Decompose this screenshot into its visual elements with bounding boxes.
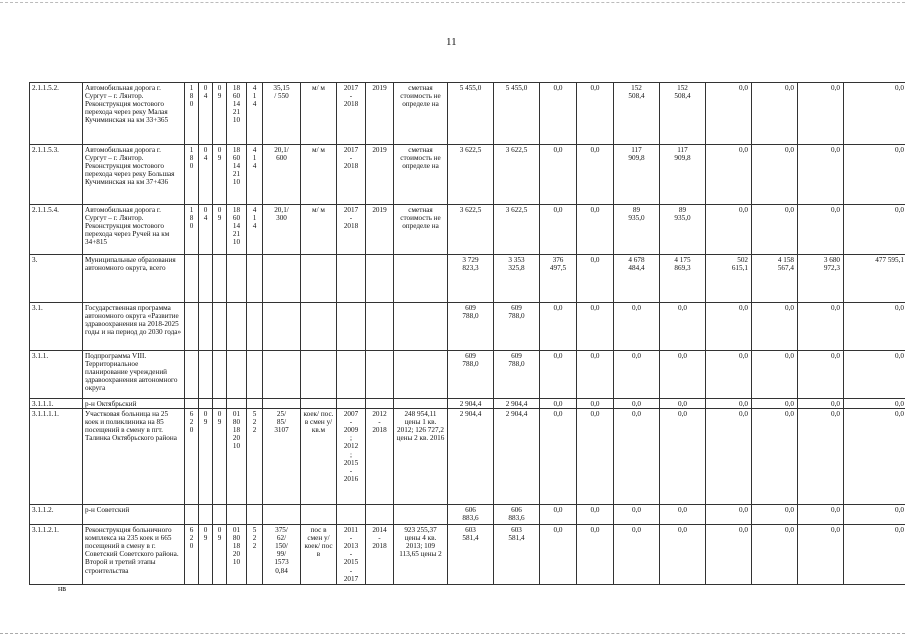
cell-unit bbox=[301, 303, 337, 351]
cell-v10: 477 595,1 bbox=[844, 255, 905, 303]
table-row bbox=[30, 145, 905, 205]
cell-v5: 117 909,8 bbox=[614, 145, 660, 205]
cell-code: 3. bbox=[30, 255, 83, 303]
cell-v6: 152 508,4 bbox=[660, 83, 706, 145]
cell-v5: 0,0 bbox=[614, 409, 660, 505]
cell-name: Реконструкция больничного комплекса на 235 коек и 665 посещений в смену в г. Советский Советского района. Второй и третий этапы строительства bbox=[83, 525, 185, 585]
cell-v9: 0,0 bbox=[798, 505, 844, 525]
cell-d3 bbox=[213, 505, 227, 525]
cell-d4 bbox=[227, 303, 247, 351]
cell-v4: 0,0 bbox=[577, 255, 614, 303]
cell-v1: 3 729 823,3 bbox=[448, 255, 494, 303]
cell-d4: 18 60 14 21 10 bbox=[227, 205, 247, 255]
cell-v6: 0,0 bbox=[660, 351, 706, 399]
cell-v7: 0,0 bbox=[706, 205, 752, 255]
cell-v4: 0,0 bbox=[577, 399, 614, 409]
scan-edge-top bbox=[0, 2, 905, 4]
cell-v2: 606 883,6 bbox=[494, 505, 540, 525]
cell-end: 2019 bbox=[366, 205, 394, 255]
cell-v4: 0,0 bbox=[577, 145, 614, 205]
cell-v10: 0,0 bbox=[844, 351, 905, 399]
cell-v4: 0,0 bbox=[577, 83, 614, 145]
cell-capacity: 375/ 62/ 150/ 99/ 1573 0,84 bbox=[263, 525, 301, 585]
cell-v6: 0,0 bbox=[660, 303, 706, 351]
cell-v7: 0,0 bbox=[706, 525, 752, 585]
cell-capacity: 35,15 / 550 bbox=[263, 83, 301, 145]
cell-v3: 0,0 bbox=[540, 409, 577, 505]
cell-cost: сметная стоимость не определе на bbox=[394, 205, 448, 255]
cell-cost: сметная стоимость не определе на bbox=[394, 83, 448, 145]
cell-v7: 0,0 bbox=[706, 83, 752, 145]
cell-unit: м/ м bbox=[301, 205, 337, 255]
cell-v5: 152 508,4 bbox=[614, 83, 660, 145]
cell-v8: 0,0 bbox=[752, 525, 798, 585]
scan-edge-bottom bbox=[0, 633, 905, 635]
cell-v7: 0,0 bbox=[706, 351, 752, 399]
cell-v1: 3 622,5 bbox=[448, 205, 494, 255]
cell-v5: 0,0 bbox=[614, 303, 660, 351]
cell-capacity bbox=[263, 303, 301, 351]
cell-v6: 4 175 869,3 bbox=[660, 255, 706, 303]
cell-capacity bbox=[263, 399, 301, 409]
cell-v9: 0,0 bbox=[798, 409, 844, 505]
cell-d5 bbox=[247, 399, 263, 409]
cell-v10: 0,0 bbox=[844, 83, 905, 145]
cell-d1 bbox=[185, 255, 199, 303]
cell-v9: 0,0 bbox=[798, 351, 844, 399]
cell-v6: 0,0 bbox=[660, 409, 706, 505]
cell-d1: 1 8 0 bbox=[185, 145, 199, 205]
cell-d3 bbox=[213, 303, 227, 351]
cell-v3: 376 497,5 bbox=[540, 255, 577, 303]
cell-d5: 4 1 4 bbox=[247, 145, 263, 205]
cell-d1: 6 2 0 bbox=[185, 525, 199, 585]
cell-d5 bbox=[247, 303, 263, 351]
cell-v7: 0,0 bbox=[706, 409, 752, 505]
page-number: 11 bbox=[446, 36, 457, 48]
cell-v2: 609 788,0 bbox=[494, 303, 540, 351]
cell-v1: 2 904,4 bbox=[448, 409, 494, 505]
cell-v9: 0,0 bbox=[798, 145, 844, 205]
table-row bbox=[30, 205, 905, 255]
cell-name: Подпрограмма VIII. Территориальное планирование учреждений здравоохранения автономного округа bbox=[83, 351, 185, 399]
cell-v3: 0,0 bbox=[540, 505, 577, 525]
cell-unit bbox=[301, 505, 337, 525]
cell-v3: 0,0 bbox=[540, 525, 577, 585]
cell-start bbox=[337, 505, 366, 525]
cell-start: 2017 - 2018 bbox=[337, 83, 366, 145]
cell-v2: 603 581,4 bbox=[494, 525, 540, 585]
cell-v1: 3 622,5 bbox=[448, 145, 494, 205]
cell-d1: 1 8 0 bbox=[185, 83, 199, 145]
cell-v3: 0,0 bbox=[540, 83, 577, 145]
cell-v3: 0,0 bbox=[540, 205, 577, 255]
cell-code: 2.1.1.5.2. bbox=[30, 83, 83, 145]
cell-name: Государственная программа автономного округа «Развитие здравоохранения на 2018-2025 годы и на период до 2030 года» bbox=[83, 303, 185, 351]
cell-end: 2019 bbox=[366, 145, 394, 205]
cell-d4 bbox=[227, 351, 247, 399]
cell-v8: 0,0 bbox=[752, 205, 798, 255]
cell-d3: 0 9 bbox=[213, 525, 227, 585]
cell-v1: 2 904,4 bbox=[448, 399, 494, 409]
cell-v2: 609 788,0 bbox=[494, 351, 540, 399]
cell-v7: 0,0 bbox=[706, 303, 752, 351]
cell-v7: 0,0 bbox=[706, 145, 752, 205]
cell-v10: 0,0 bbox=[844, 205, 905, 255]
cell-v8: 0,0 bbox=[752, 303, 798, 351]
cell-v1: 5 455,0 bbox=[448, 83, 494, 145]
table-row bbox=[30, 255, 905, 303]
cell-name: Автомобильная дорога г. Сургут – г. Лянтор. Реконструкция мостового перехода через реку Малая Кучиминская на км 33+365 bbox=[83, 83, 185, 145]
cell-start bbox=[337, 255, 366, 303]
cell-d3 bbox=[213, 351, 227, 399]
cell-d1 bbox=[185, 505, 199, 525]
cell-d2: 0 9 bbox=[199, 409, 213, 505]
cell-cost bbox=[394, 505, 448, 525]
cell-end: 2012 - 2018 bbox=[366, 409, 394, 505]
cell-v9: 0,0 bbox=[798, 303, 844, 351]
cell-d4 bbox=[227, 505, 247, 525]
cell-v8: 0,0 bbox=[752, 83, 798, 145]
investment-table bbox=[29, 82, 905, 585]
cell-d3 bbox=[213, 255, 227, 303]
cell-unit bbox=[301, 399, 337, 409]
cell-v8: 0,0 bbox=[752, 505, 798, 525]
cell-v5: 4 678 484,4 bbox=[614, 255, 660, 303]
cell-unit: коек/ пос. в смен у/ кв.м bbox=[301, 409, 337, 505]
cell-v10: 0,0 bbox=[844, 303, 905, 351]
cell-d1: 6 2 0 bbox=[185, 409, 199, 505]
cell-v6: 117 909,8 bbox=[660, 145, 706, 205]
cell-d2: 0 4 bbox=[199, 145, 213, 205]
cell-name: р-н Советский bbox=[83, 505, 185, 525]
cell-d1 bbox=[185, 303, 199, 351]
cell-v1: 606 883,6 bbox=[448, 505, 494, 525]
cell-unit bbox=[301, 351, 337, 399]
cell-capacity: 20,1/ 300 bbox=[263, 205, 301, 255]
cell-end: 2014 - 2018 bbox=[366, 525, 394, 585]
cell-v7: 0,0 bbox=[706, 505, 752, 525]
cell-name: Участковая больница на 25 коек и поликлиника на 85 посещений в смену в пгт. Талинка Октябрьского района bbox=[83, 409, 185, 505]
cell-cost bbox=[394, 399, 448, 409]
table-row bbox=[30, 83, 905, 145]
cell-end: 2019 bbox=[366, 83, 394, 145]
cell-v6: 0,0 bbox=[660, 525, 706, 585]
cell-code: 3.1.1. bbox=[30, 351, 83, 399]
cell-cost: 923 255,37 цены 4 кв. 2013; 109 113,65 цены 2 bbox=[394, 525, 448, 585]
cell-d4: 01 80 18 20 10 bbox=[227, 409, 247, 505]
table-row bbox=[30, 303, 905, 351]
cell-v3: 0,0 bbox=[540, 145, 577, 205]
cell-code: 2.1.1.5.3. bbox=[30, 145, 83, 205]
cell-name: Автомобильная дорога г. Сургут – г. Лянтор. Реконструкция мостового перехода через Ручей на км 34+815 bbox=[83, 205, 185, 255]
cell-v4: 0,0 bbox=[577, 505, 614, 525]
cell-unit: пос в смен у/ коек/ пос в bbox=[301, 525, 337, 585]
cell-d3: 0 9 bbox=[213, 409, 227, 505]
cell-start: 2007 - 2009 ; 2012 ; 2015 - 2016 bbox=[337, 409, 366, 505]
cell-d2 bbox=[199, 505, 213, 525]
cell-d2 bbox=[199, 351, 213, 399]
cell-d5 bbox=[247, 255, 263, 303]
cell-d2: 0 9 bbox=[199, 525, 213, 585]
cell-d4: 18 60 14 21 10 bbox=[227, 145, 247, 205]
cell-unit: м/ м bbox=[301, 145, 337, 205]
cell-code: 3.1. bbox=[30, 303, 83, 351]
cell-d5 bbox=[247, 351, 263, 399]
cell-v4: 0,0 bbox=[577, 409, 614, 505]
cell-capacity bbox=[263, 505, 301, 525]
cell-end bbox=[366, 399, 394, 409]
cell-end bbox=[366, 255, 394, 303]
cell-end bbox=[366, 303, 394, 351]
cell-v4: 0,0 bbox=[577, 525, 614, 585]
cell-d4 bbox=[227, 399, 247, 409]
cell-capacity bbox=[263, 255, 301, 303]
cell-d3: 0 9 bbox=[213, 205, 227, 255]
cell-v5: 0,0 bbox=[614, 399, 660, 409]
table-row bbox=[30, 351, 905, 399]
cell-v3: 0,0 bbox=[540, 303, 577, 351]
cell-v2: 3 622,5 bbox=[494, 205, 540, 255]
cell-v2: 2 904,4 bbox=[494, 409, 540, 505]
cell-d4 bbox=[227, 255, 247, 303]
cell-capacity bbox=[263, 351, 301, 399]
cell-name: р-н Октябрьский bbox=[83, 399, 185, 409]
cell-name: Муниципальные образования автономного округа, всего bbox=[83, 255, 185, 303]
cell-start bbox=[337, 303, 366, 351]
cell-v2: 3 353 325,8 bbox=[494, 255, 540, 303]
cell-v7: 502 615,1 bbox=[706, 255, 752, 303]
cell-code: 2.1.1.5.4. bbox=[30, 205, 83, 255]
cell-v2: 2 904,4 bbox=[494, 399, 540, 409]
cell-d3 bbox=[213, 399, 227, 409]
cell-v6: 89 935,0 bbox=[660, 205, 706, 255]
footer-mark: нв bbox=[58, 584, 67, 593]
cell-start: 2017 - 2018 bbox=[337, 205, 366, 255]
cell-v1: 609 788,0 bbox=[448, 351, 494, 399]
cell-v8: 0,0 bbox=[752, 399, 798, 409]
cell-v7: 0,0 bbox=[706, 399, 752, 409]
cell-start: 2017 - 2018 bbox=[337, 145, 366, 205]
cell-v10: 0,0 bbox=[844, 525, 905, 585]
cell-v8: 4 158 567,4 bbox=[752, 255, 798, 303]
cell-code: 3.1.1.2.1. bbox=[30, 525, 83, 585]
cell-d4: 18 60 14 21 10 bbox=[227, 83, 247, 145]
cell-d5 bbox=[247, 505, 263, 525]
cell-code: 3.1.1.1. bbox=[30, 399, 83, 409]
cell-v3: 0,0 bbox=[540, 399, 577, 409]
cell-v9: 0,0 bbox=[798, 399, 844, 409]
cell-v1: 609 788,0 bbox=[448, 303, 494, 351]
cell-v10: 0,0 bbox=[844, 409, 905, 505]
table-row bbox=[30, 525, 905, 585]
cell-v5: 89 935,0 bbox=[614, 205, 660, 255]
cell-unit: м/ м bbox=[301, 83, 337, 145]
cell-d1 bbox=[185, 351, 199, 399]
cell-capacity: 25/ 85/ 3107 bbox=[263, 409, 301, 505]
table-row bbox=[30, 399, 905, 409]
cell-v10: 0,0 bbox=[844, 399, 905, 409]
cell-v4: 0,0 bbox=[577, 303, 614, 351]
cell-v9: 0,0 bbox=[798, 83, 844, 145]
cell-d2 bbox=[199, 255, 213, 303]
cell-v5: 0,0 bbox=[614, 351, 660, 399]
cell-v5: 0,0 bbox=[614, 525, 660, 585]
cell-v3: 0,0 bbox=[540, 351, 577, 399]
cell-d5: 4 1 4 bbox=[247, 83, 263, 145]
cell-d5: 5 2 2 bbox=[247, 525, 263, 585]
cell-d4: 01 80 18 20 10 bbox=[227, 525, 247, 585]
table-row bbox=[30, 409, 905, 505]
cell-start bbox=[337, 351, 366, 399]
cell-v4: 0,0 bbox=[577, 351, 614, 399]
cell-v6: 0,0 bbox=[660, 505, 706, 525]
cell-start: 2011 - 2013 - 2015 - 2017 bbox=[337, 525, 366, 585]
cell-d3: 0 9 bbox=[213, 145, 227, 205]
cell-start bbox=[337, 399, 366, 409]
cell-unit bbox=[301, 255, 337, 303]
cell-code: 3.1.1.1.1. bbox=[30, 409, 83, 505]
cell-v8: 0,0 bbox=[752, 145, 798, 205]
cell-v9: 3 680 972,3 bbox=[798, 255, 844, 303]
cell-v5: 0,0 bbox=[614, 505, 660, 525]
cell-v10: 0,0 bbox=[844, 505, 905, 525]
cell-v4: 0,0 bbox=[577, 205, 614, 255]
cell-cost bbox=[394, 303, 448, 351]
cell-end bbox=[366, 351, 394, 399]
cell-code: 3.1.1.2. bbox=[30, 505, 83, 525]
cell-cost: 248 954,11 цены 1 кв. 2012; 126 727,2 цены 2 кв. 2016 bbox=[394, 409, 448, 505]
cell-d2: 0 4 bbox=[199, 83, 213, 145]
cell-v2: 5 455,0 bbox=[494, 83, 540, 145]
cell-cost bbox=[394, 351, 448, 399]
cell-v9: 0,0 bbox=[798, 205, 844, 255]
cell-v9: 0,0 bbox=[798, 525, 844, 585]
cell-d2: 0 4 bbox=[199, 205, 213, 255]
cell-capacity: 20,1/ 600 bbox=[263, 145, 301, 205]
cell-v1: 603 581,4 bbox=[448, 525, 494, 585]
cell-cost bbox=[394, 255, 448, 303]
cell-end bbox=[366, 505, 394, 525]
cell-d5: 4 1 4 bbox=[247, 205, 263, 255]
cell-v10: 0,0 bbox=[844, 145, 905, 205]
cell-d3: 0 9 bbox=[213, 83, 227, 145]
cell-d2 bbox=[199, 303, 213, 351]
cell-v2: 3 622,5 bbox=[494, 145, 540, 205]
cell-v8: 0,0 bbox=[752, 409, 798, 505]
cell-cost: сметная стоимость не определе на bbox=[394, 145, 448, 205]
cell-d2 bbox=[199, 399, 213, 409]
cell-d1 bbox=[185, 399, 199, 409]
cell-v6: 0,0 bbox=[660, 399, 706, 409]
cell-d5: 5 2 2 bbox=[247, 409, 263, 505]
cell-d1: 1 8 0 bbox=[185, 205, 199, 255]
table-row bbox=[30, 505, 905, 525]
cell-name: Автомобильная дорога г. Сургут – г. Лянтор. Реконструкция мостового перехода через реку Большая Кучиминская на км 37+436 bbox=[83, 145, 185, 205]
cell-v8: 0,0 bbox=[752, 351, 798, 399]
